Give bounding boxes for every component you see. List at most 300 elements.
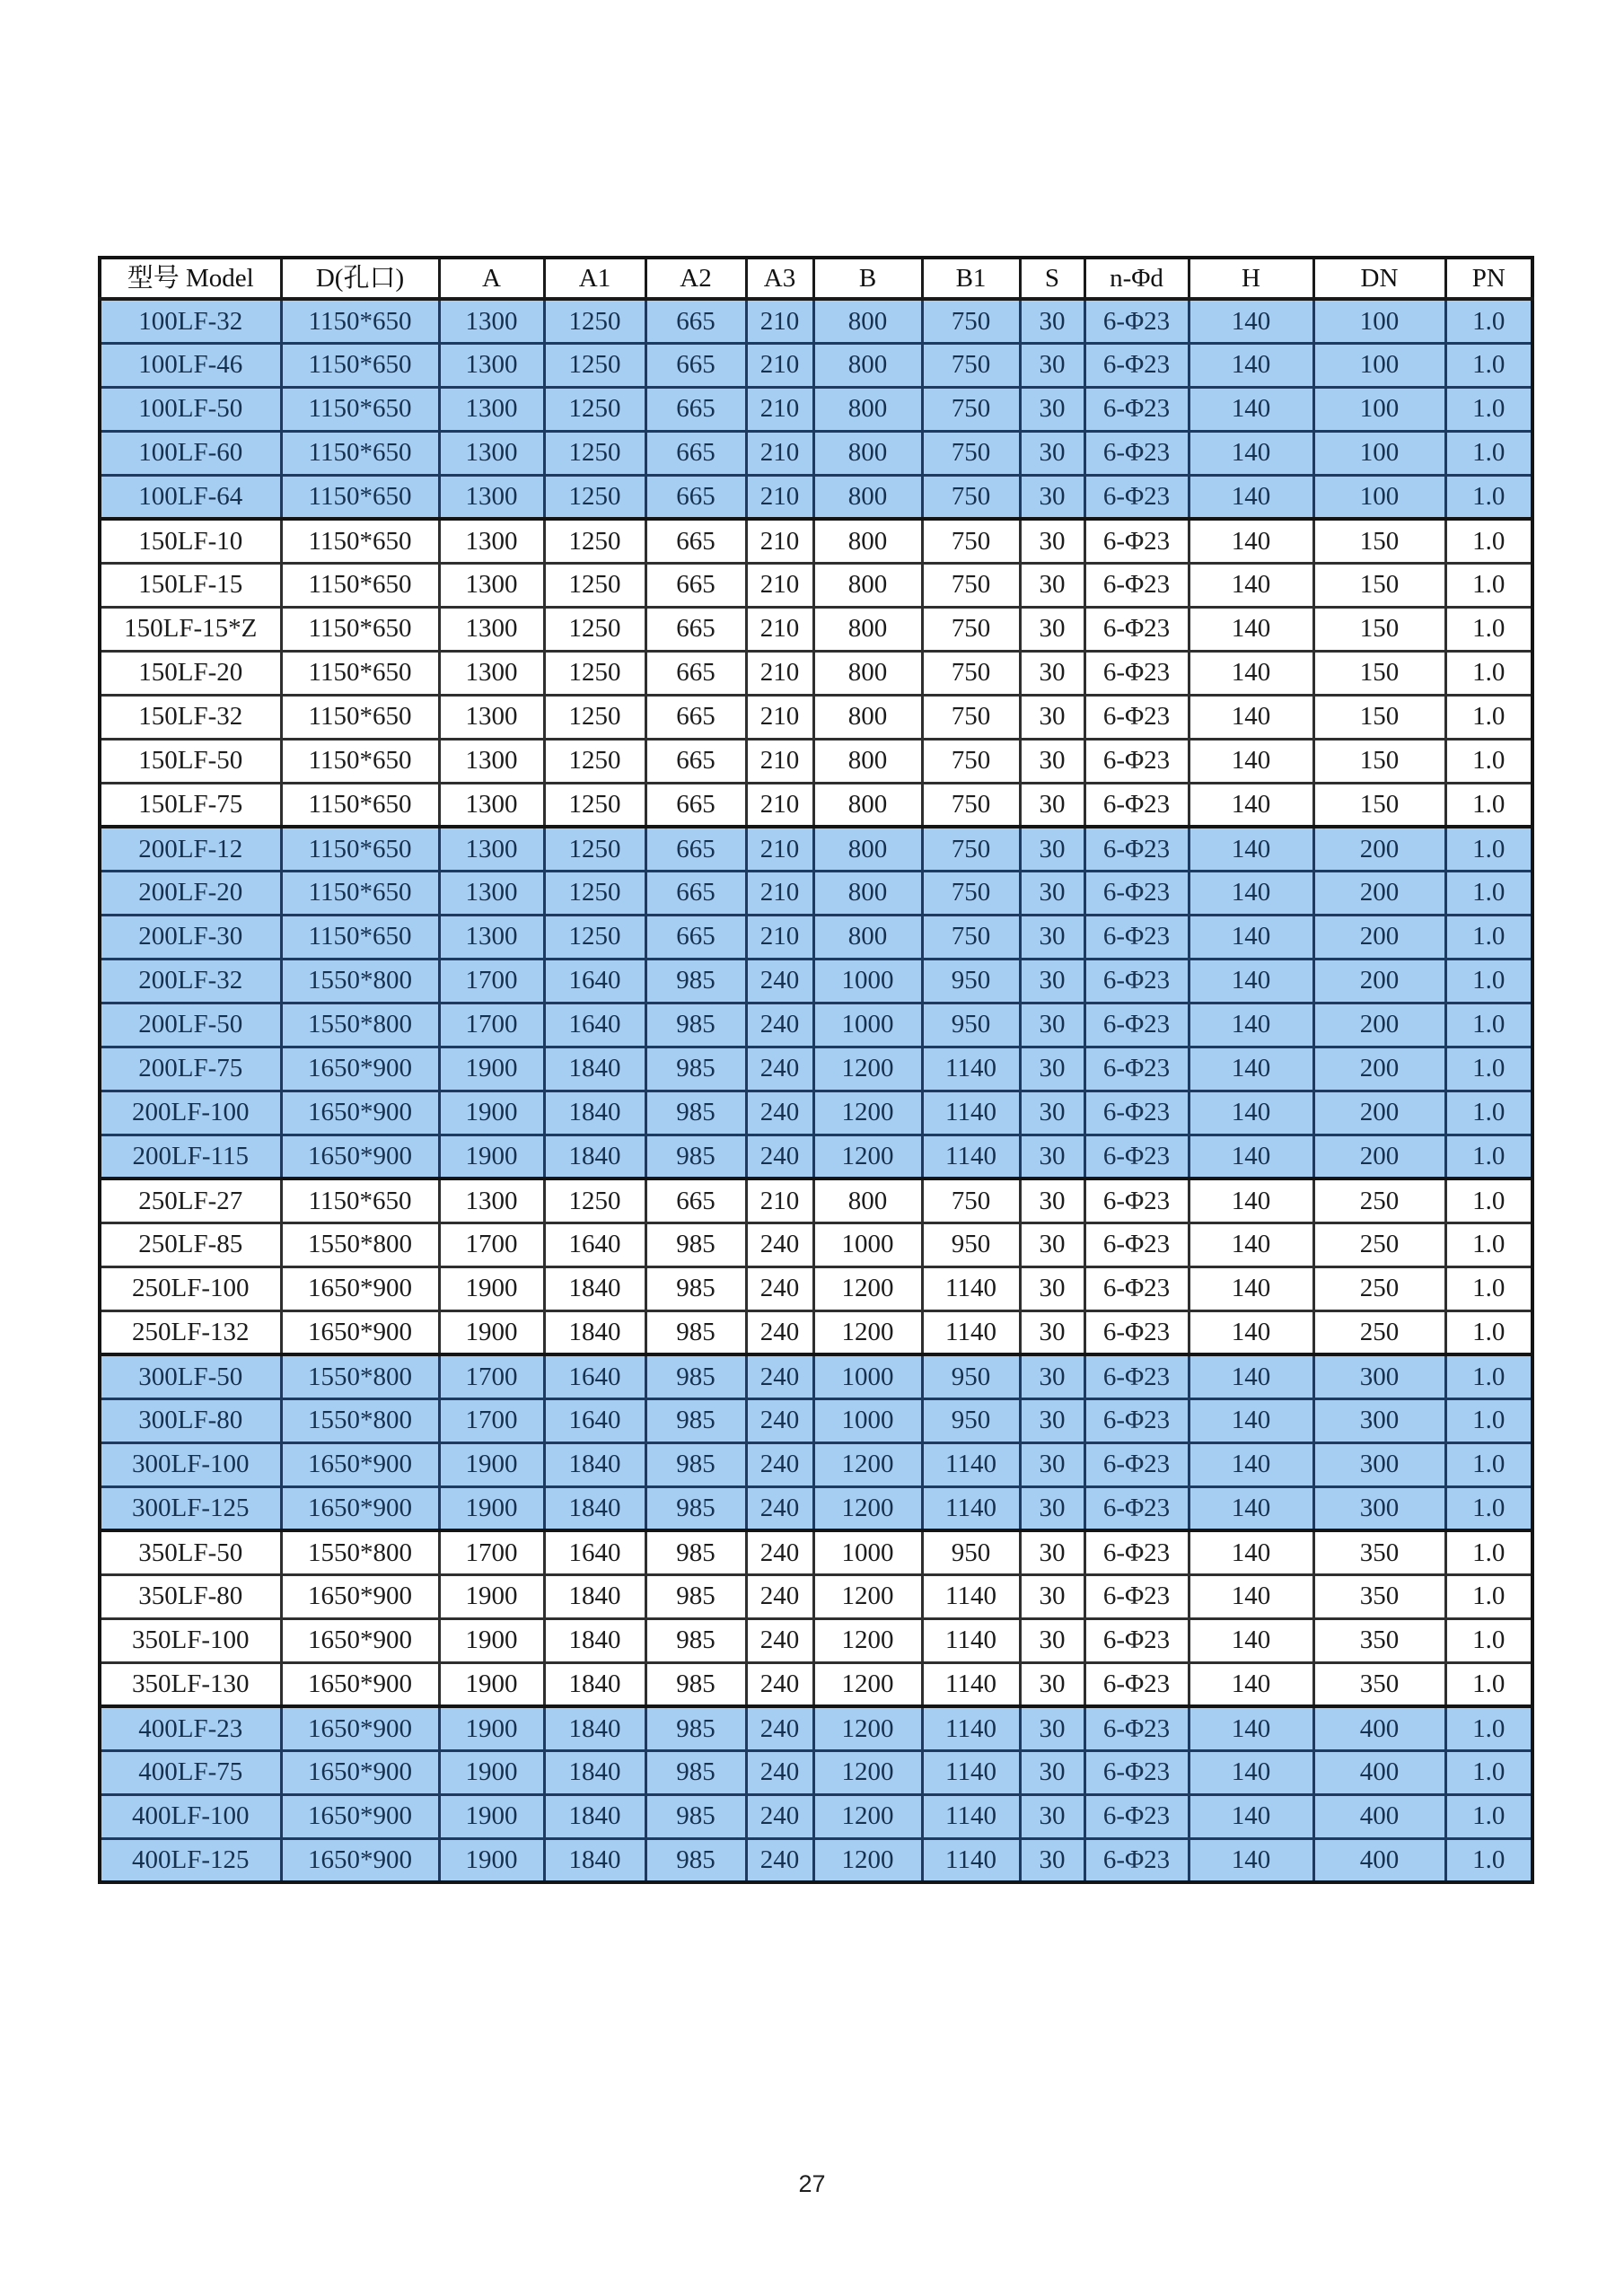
table-row bbox=[100, 1047, 1532, 1091]
table-cell: 1250 bbox=[544, 1179, 645, 1222]
table-row bbox=[100, 1794, 1532, 1838]
table-cell: 1900 bbox=[439, 1706, 544, 1750]
table-cell: 665 bbox=[645, 299, 746, 343]
table-cell: 140 bbox=[1189, 1574, 1313, 1618]
table-cell: 300LF-100 bbox=[100, 1442, 281, 1486]
table-cell: 150LF-75 bbox=[100, 783, 281, 827]
table-cell: 1900 bbox=[439, 1574, 544, 1618]
table-cell: 1250 bbox=[544, 871, 645, 915]
table-cell: 1250 bbox=[544, 475, 645, 519]
table-cell: 210 bbox=[746, 387, 813, 431]
table-cell: 1650*900 bbox=[281, 1574, 439, 1618]
column-header-a2: A2 bbox=[645, 258, 746, 299]
table-cell: 30 bbox=[1020, 1047, 1084, 1091]
table-cell: 100 bbox=[1313, 299, 1445, 343]
table-cell: 985 bbox=[645, 1135, 746, 1179]
table-cell: 985 bbox=[645, 1838, 746, 1882]
table-cell: 400LF-100 bbox=[100, 1794, 281, 1838]
table-cell: 1.0 bbox=[1445, 1222, 1532, 1266]
table-cell: 400 bbox=[1313, 1794, 1445, 1838]
table-cell: 985 bbox=[645, 1618, 746, 1662]
table-cell: 100LF-60 bbox=[100, 431, 281, 475]
table-cell: 350LF-100 bbox=[100, 1618, 281, 1662]
table-cell: 750 bbox=[922, 387, 1020, 431]
table-cell: 950 bbox=[922, 1530, 1020, 1574]
table-cell: 1140 bbox=[922, 1794, 1020, 1838]
column-header-b: B bbox=[813, 258, 922, 299]
table-row bbox=[100, 1838, 1532, 1882]
table-cell: 1.0 bbox=[1445, 959, 1532, 1003]
table-row bbox=[100, 299, 1532, 343]
table-cell: 6-Φ23 bbox=[1084, 651, 1189, 695]
table-cell: 210 bbox=[746, 299, 813, 343]
table-cell: 985 bbox=[645, 1266, 746, 1310]
table-cell: 140 bbox=[1189, 783, 1313, 827]
table-cell: 6-Φ23 bbox=[1084, 1662, 1189, 1706]
table-cell: 1.0 bbox=[1445, 1706, 1532, 1750]
table-cell: 300 bbox=[1313, 1398, 1445, 1442]
table-cell: 150 bbox=[1313, 783, 1445, 827]
table-cell: 350 bbox=[1313, 1662, 1445, 1706]
table-cell: 1150*650 bbox=[281, 563, 439, 607]
table-row bbox=[100, 1574, 1532, 1618]
table-cell: 985 bbox=[645, 1003, 746, 1047]
table-cell: 150 bbox=[1313, 651, 1445, 695]
table-cell: 150 bbox=[1313, 695, 1445, 739]
table-cell: 30 bbox=[1020, 1003, 1084, 1047]
column-header-b1: B1 bbox=[922, 258, 1020, 299]
table-row bbox=[100, 915, 1532, 959]
table-cell: 240 bbox=[746, 1486, 813, 1530]
table-cell: 240 bbox=[746, 1310, 813, 1354]
table-cell: 1650*900 bbox=[281, 1618, 439, 1662]
table-cell: 1300 bbox=[439, 475, 544, 519]
table-cell: 250 bbox=[1313, 1222, 1445, 1266]
table-cell: 1550*800 bbox=[281, 1003, 439, 1047]
table-cell: 1.0 bbox=[1445, 1662, 1532, 1706]
table-cell: 1900 bbox=[439, 1750, 544, 1794]
table-cell: 240 bbox=[746, 1618, 813, 1662]
table-cell: 1140 bbox=[922, 1091, 1020, 1135]
table-cell: 1250 bbox=[544, 299, 645, 343]
table-cell: 6-Φ23 bbox=[1084, 387, 1189, 431]
table-cell: 1700 bbox=[439, 1222, 544, 1266]
table-row bbox=[100, 1266, 1532, 1310]
table-cell: 1900 bbox=[439, 1266, 544, 1310]
table-cell: 750 bbox=[922, 871, 1020, 915]
table-cell: 140 bbox=[1189, 299, 1313, 343]
table-cell: 240 bbox=[746, 1047, 813, 1091]
table-cell: 985 bbox=[645, 1310, 746, 1354]
table-cell: 1140 bbox=[922, 1574, 1020, 1618]
table-cell: 6-Φ23 bbox=[1084, 1442, 1189, 1486]
table-cell: 30 bbox=[1020, 1530, 1084, 1574]
table-cell: 1840 bbox=[544, 1794, 645, 1838]
table-cell: 240 bbox=[746, 1530, 813, 1574]
table-cell: 350 bbox=[1313, 1618, 1445, 1662]
table-cell: 30 bbox=[1020, 1750, 1084, 1794]
table-cell: 140 bbox=[1189, 519, 1313, 563]
table-cell: 1000 bbox=[813, 1530, 922, 1574]
table-cell: 140 bbox=[1189, 431, 1313, 475]
table-cell: 1.0 bbox=[1445, 1618, 1532, 1662]
table-cell: 750 bbox=[922, 651, 1020, 695]
table-cell: 800 bbox=[813, 871, 922, 915]
table-cell: 985 bbox=[645, 1091, 746, 1135]
table-row bbox=[100, 827, 1532, 871]
table-cell: 800 bbox=[813, 519, 922, 563]
table-cell: 1700 bbox=[439, 959, 544, 1003]
table-cell: 800 bbox=[813, 695, 922, 739]
table-cell: 30 bbox=[1020, 959, 1084, 1003]
table-cell: 30 bbox=[1020, 1398, 1084, 1442]
table-cell: 1.0 bbox=[1445, 1266, 1532, 1310]
table-cell: 985 bbox=[645, 1442, 746, 1486]
table-cell: 750 bbox=[922, 695, 1020, 739]
table-cell: 100 bbox=[1313, 387, 1445, 431]
table-cell: 6-Φ23 bbox=[1084, 1530, 1189, 1574]
table-cell: 1300 bbox=[439, 783, 544, 827]
table-cell: 1640 bbox=[544, 1398, 645, 1442]
table-cell: 1.0 bbox=[1445, 1750, 1532, 1794]
table-cell: 1300 bbox=[439, 299, 544, 343]
table-cell: 1650*900 bbox=[281, 1662, 439, 1706]
table-row bbox=[100, 1530, 1532, 1574]
table-cell: 240 bbox=[746, 1091, 813, 1135]
table-cell: 985 bbox=[645, 1354, 746, 1398]
table-cell: 1300 bbox=[439, 871, 544, 915]
table-cell: 800 bbox=[813, 299, 922, 343]
table-cell: 1200 bbox=[813, 1574, 922, 1618]
table-cell: 1700 bbox=[439, 1398, 544, 1442]
table-cell: 6-Φ23 bbox=[1084, 1354, 1189, 1398]
table-cell: 210 bbox=[746, 739, 813, 783]
table-row bbox=[100, 783, 1532, 827]
table-cell: 1300 bbox=[439, 1179, 544, 1222]
table-cell: 800 bbox=[813, 783, 922, 827]
table-cell: 150 bbox=[1313, 739, 1445, 783]
table-cell: 30 bbox=[1020, 651, 1084, 695]
column-header-a: A bbox=[439, 258, 544, 299]
table-cell: 1150*650 bbox=[281, 827, 439, 871]
table-cell: 1140 bbox=[922, 1662, 1020, 1706]
table-cell: 1900 bbox=[439, 1486, 544, 1530]
table-cell: 1.0 bbox=[1445, 1179, 1532, 1222]
table-cell: 1700 bbox=[439, 1003, 544, 1047]
table-cell: 30 bbox=[1020, 1486, 1084, 1530]
table-cell: 140 bbox=[1189, 1047, 1313, 1091]
table-row bbox=[100, 1442, 1532, 1486]
table-cell: 250 bbox=[1313, 1266, 1445, 1310]
table-cell: 800 bbox=[813, 343, 922, 387]
column-header-n-phi-d: n-Φd bbox=[1084, 258, 1189, 299]
table-cell: 140 bbox=[1189, 343, 1313, 387]
table-cell: 665 bbox=[645, 563, 746, 607]
table-cell: 100 bbox=[1313, 343, 1445, 387]
table-cell: 30 bbox=[1020, 387, 1084, 431]
table-cell: 250LF-85 bbox=[100, 1222, 281, 1266]
column-header-s: S bbox=[1020, 258, 1084, 299]
table-cell: 30 bbox=[1020, 1266, 1084, 1310]
table-cell: 800 bbox=[813, 431, 922, 475]
table-cell: 985 bbox=[645, 1706, 746, 1750]
table-cell: 1140 bbox=[922, 1618, 1020, 1662]
table-cell: 1150*650 bbox=[281, 1179, 439, 1222]
table-cell: 1250 bbox=[544, 607, 645, 651]
table-cell: 200LF-12 bbox=[100, 827, 281, 871]
table-row bbox=[100, 1750, 1532, 1794]
table-cell: 1300 bbox=[439, 431, 544, 475]
table-cell: 140 bbox=[1189, 695, 1313, 739]
table-cell: 240 bbox=[746, 1662, 813, 1706]
table-cell: 1650*900 bbox=[281, 1091, 439, 1135]
table-cell: 1200 bbox=[813, 1310, 922, 1354]
table-cell: 140 bbox=[1189, 1838, 1313, 1882]
table-cell: 1650*900 bbox=[281, 1135, 439, 1179]
table-cell: 1640 bbox=[544, 1222, 645, 1266]
table-cell: 30 bbox=[1020, 1135, 1084, 1179]
table-cell: 400 bbox=[1313, 1838, 1445, 1882]
table-row bbox=[100, 607, 1532, 651]
table-cell: 30 bbox=[1020, 871, 1084, 915]
table-cell: 1140 bbox=[922, 1706, 1020, 1750]
table-cell: 1.0 bbox=[1445, 519, 1532, 563]
table-cell: 1.0 bbox=[1445, 651, 1532, 695]
table-cell: 1250 bbox=[544, 343, 645, 387]
table-cell: 240 bbox=[746, 1354, 813, 1398]
table-cell: 240 bbox=[746, 1838, 813, 1882]
table-cell: 140 bbox=[1189, 1486, 1313, 1530]
table-cell: 140 bbox=[1189, 1662, 1313, 1706]
table-cell: 240 bbox=[746, 1135, 813, 1179]
table-cell: 200LF-50 bbox=[100, 1003, 281, 1047]
table-cell: 1840 bbox=[544, 1047, 645, 1091]
table-cell: 300 bbox=[1313, 1442, 1445, 1486]
table-cell: 1.0 bbox=[1445, 1091, 1532, 1135]
table-cell: 1300 bbox=[439, 387, 544, 431]
table-cell: 800 bbox=[813, 607, 922, 651]
table-cell: 1550*800 bbox=[281, 1222, 439, 1266]
table-cell: 1550*800 bbox=[281, 959, 439, 1003]
table-cell: 1200 bbox=[813, 1486, 922, 1530]
table-cell: 6-Φ23 bbox=[1084, 299, 1189, 343]
table-cell: 1900 bbox=[439, 1310, 544, 1354]
table-cell: 665 bbox=[645, 871, 746, 915]
table-cell: 6-Φ23 bbox=[1084, 915, 1189, 959]
table-row bbox=[100, 387, 1532, 431]
table-cell: 200 bbox=[1313, 1003, 1445, 1047]
table-cell: 1.0 bbox=[1445, 1794, 1532, 1838]
table-cell: 1150*650 bbox=[281, 607, 439, 651]
table-cell: 6-Φ23 bbox=[1084, 1222, 1189, 1266]
table-cell: 300 bbox=[1313, 1354, 1445, 1398]
table-cell: 30 bbox=[1020, 1574, 1084, 1618]
table-cell: 1000 bbox=[813, 1222, 922, 1266]
table-cell: 210 bbox=[746, 431, 813, 475]
table-cell: 1300 bbox=[439, 651, 544, 695]
table-cell: 1150*650 bbox=[281, 783, 439, 827]
table-cell: 1300 bbox=[439, 607, 544, 651]
table-cell: 1250 bbox=[544, 387, 645, 431]
table-cell: 1650*900 bbox=[281, 1794, 439, 1838]
table-cell: 665 bbox=[645, 783, 746, 827]
table-cell: 1840 bbox=[544, 1750, 645, 1794]
table-cell: 1840 bbox=[544, 1574, 645, 1618]
table-cell: 30 bbox=[1020, 1091, 1084, 1135]
table-cell: 6-Φ23 bbox=[1084, 959, 1189, 1003]
table-cell: 6-Φ23 bbox=[1084, 827, 1189, 871]
table-cell: 1900 bbox=[439, 1091, 544, 1135]
table-cell: 300LF-80 bbox=[100, 1398, 281, 1442]
table-cell: 1.0 bbox=[1445, 1838, 1532, 1882]
table-cell: 665 bbox=[645, 475, 746, 519]
table-cell: 210 bbox=[746, 519, 813, 563]
table-cell: 140 bbox=[1189, 651, 1313, 695]
table-cell: 985 bbox=[645, 1662, 746, 1706]
table-cell: 140 bbox=[1189, 871, 1313, 915]
table-cell: 30 bbox=[1020, 1794, 1084, 1838]
table-cell: 140 bbox=[1189, 959, 1313, 1003]
table-cell: 200 bbox=[1313, 871, 1445, 915]
table-cell: 350LF-130 bbox=[100, 1662, 281, 1706]
table-cell: 1900 bbox=[439, 1618, 544, 1662]
table-cell: 240 bbox=[746, 1266, 813, 1310]
table-cell: 240 bbox=[746, 1398, 813, 1442]
column-header-model: 型号 Model bbox=[100, 258, 281, 299]
table-cell: 6-Φ23 bbox=[1084, 607, 1189, 651]
table-cell: 6-Φ23 bbox=[1084, 1794, 1189, 1838]
table-cell: 30 bbox=[1020, 1310, 1084, 1354]
table-cell: 1150*650 bbox=[281, 871, 439, 915]
table-cell: 1640 bbox=[544, 959, 645, 1003]
table-cell: 1900 bbox=[439, 1794, 544, 1838]
table-cell: 140 bbox=[1189, 1266, 1313, 1310]
table-cell: 6-Φ23 bbox=[1084, 1750, 1189, 1794]
table-cell: 1840 bbox=[544, 1135, 645, 1179]
table-cell: 6-Φ23 bbox=[1084, 1574, 1189, 1618]
table-cell: 210 bbox=[746, 695, 813, 739]
table-cell: 1700 bbox=[439, 1354, 544, 1398]
table-cell: 1140 bbox=[922, 1135, 1020, 1179]
table-cell: 300LF-50 bbox=[100, 1354, 281, 1398]
table-cell: 1250 bbox=[544, 915, 645, 959]
table-cell: 1.0 bbox=[1445, 387, 1532, 431]
table-cell: 985 bbox=[645, 1750, 746, 1794]
table-cell: 985 bbox=[645, 1398, 746, 1442]
table-cell: 240 bbox=[746, 1706, 813, 1750]
table-cell: 100LF-46 bbox=[100, 343, 281, 387]
table-row bbox=[100, 475, 1532, 519]
table-cell: 1200 bbox=[813, 1618, 922, 1662]
table-cell: 1.0 bbox=[1445, 607, 1532, 651]
table-cell: 140 bbox=[1189, 607, 1313, 651]
table-cell: 1550*800 bbox=[281, 1354, 439, 1398]
table-cell: 210 bbox=[746, 607, 813, 651]
table-cell: 6-Φ23 bbox=[1084, 563, 1189, 607]
table-cell: 150 bbox=[1313, 563, 1445, 607]
table-cell: 1840 bbox=[544, 1486, 645, 1530]
table-row bbox=[100, 1662, 1532, 1706]
table-cell: 1250 bbox=[544, 783, 645, 827]
table-cell: 140 bbox=[1189, 1222, 1313, 1266]
table-cell: 140 bbox=[1189, 1135, 1313, 1179]
table-cell: 210 bbox=[746, 343, 813, 387]
table-cell: 6-Φ23 bbox=[1084, 871, 1189, 915]
table-cell: 6-Φ23 bbox=[1084, 1091, 1189, 1135]
table-cell: 30 bbox=[1020, 1179, 1084, 1222]
table-cell: 200LF-30 bbox=[100, 915, 281, 959]
table-cell: 200LF-75 bbox=[100, 1047, 281, 1091]
table-cell: 1.0 bbox=[1445, 871, 1532, 915]
table-cell: 1140 bbox=[922, 1442, 1020, 1486]
table-cell: 250 bbox=[1313, 1310, 1445, 1354]
table-cell: 1.0 bbox=[1445, 695, 1532, 739]
table-cell: 140 bbox=[1189, 1354, 1313, 1398]
table-cell: 665 bbox=[645, 431, 746, 475]
table-cell: 6-Φ23 bbox=[1084, 1398, 1189, 1442]
table-cell: 200 bbox=[1313, 1047, 1445, 1091]
table-row bbox=[100, 1222, 1532, 1266]
table-row bbox=[100, 1486, 1532, 1530]
table-cell: 1.0 bbox=[1445, 475, 1532, 519]
table-cell: 1640 bbox=[544, 1003, 645, 1047]
table-cell: 250LF-27 bbox=[100, 1179, 281, 1222]
table-cell: 140 bbox=[1189, 387, 1313, 431]
table-cell: 1150*650 bbox=[281, 475, 439, 519]
table-cell: 665 bbox=[645, 607, 746, 651]
table-cell: 140 bbox=[1189, 475, 1313, 519]
table-cell: 6-Φ23 bbox=[1084, 1838, 1189, 1882]
table-cell: 750 bbox=[922, 783, 1020, 827]
table-cell: 1640 bbox=[544, 1530, 645, 1574]
table-cell: 140 bbox=[1189, 915, 1313, 959]
table-cell: 200 bbox=[1313, 827, 1445, 871]
table-cell: 300 bbox=[1313, 1486, 1445, 1530]
table-cell: 1140 bbox=[922, 1838, 1020, 1882]
table-cell: 750 bbox=[922, 563, 1020, 607]
table-cell: 1650*900 bbox=[281, 1750, 439, 1794]
table-cell: 200 bbox=[1313, 1135, 1445, 1179]
table-row bbox=[100, 563, 1532, 607]
table-cell: 150LF-10 bbox=[100, 519, 281, 563]
table-cell: 800 bbox=[813, 827, 922, 871]
table-cell: 100 bbox=[1313, 431, 1445, 475]
table-cell: 985 bbox=[645, 959, 746, 1003]
table-cell: 140 bbox=[1189, 1398, 1313, 1442]
column-header-pn: PN bbox=[1445, 258, 1532, 299]
table-cell: 985 bbox=[645, 1486, 746, 1530]
table-cell: 1140 bbox=[922, 1750, 1020, 1794]
table-cell: 30 bbox=[1020, 1706, 1084, 1750]
table-cell: 240 bbox=[746, 1442, 813, 1486]
table-row bbox=[100, 959, 1532, 1003]
table-cell: 30 bbox=[1020, 1222, 1084, 1266]
table-cell: 150LF-20 bbox=[100, 651, 281, 695]
table-cell: 1.0 bbox=[1445, 1530, 1532, 1574]
table-cell: 1.0 bbox=[1445, 299, 1532, 343]
table-cell: 800 bbox=[813, 563, 922, 607]
table-cell: 30 bbox=[1020, 915, 1084, 959]
table-cell: 1.0 bbox=[1445, 563, 1532, 607]
table-cell: 6-Φ23 bbox=[1084, 1486, 1189, 1530]
table-row bbox=[100, 1091, 1532, 1135]
table-cell: 750 bbox=[922, 1179, 1020, 1222]
table-cell: 1250 bbox=[544, 519, 645, 563]
table-cell: 750 bbox=[922, 343, 1020, 387]
table-cell: 100 bbox=[1313, 475, 1445, 519]
table-cell: 6-Φ23 bbox=[1084, 343, 1189, 387]
table-cell: 1150*650 bbox=[281, 915, 439, 959]
